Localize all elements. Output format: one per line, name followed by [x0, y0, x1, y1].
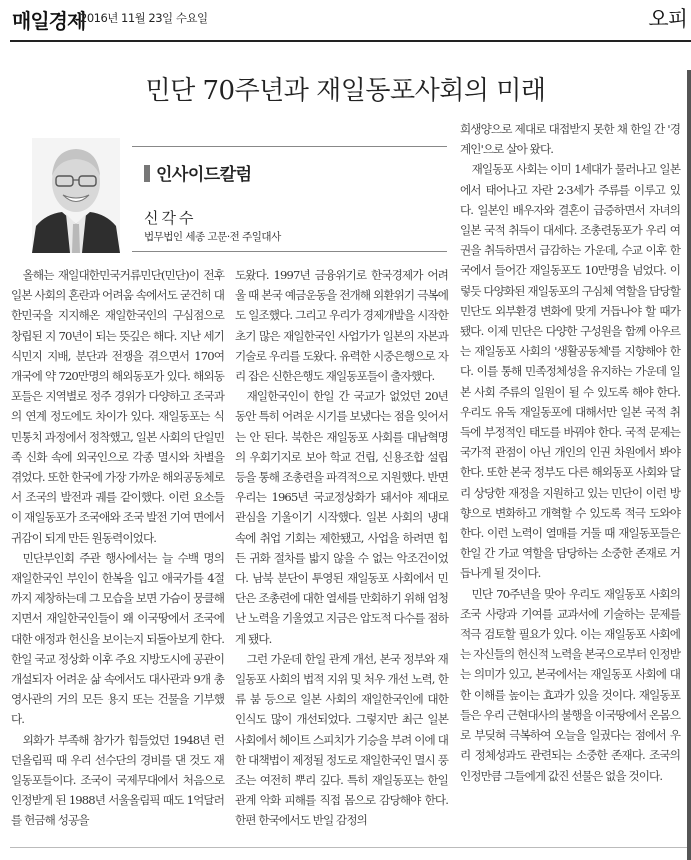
paragraph: 도왔다. 1997년 금융위기로 한국경제가 어려울 때 본국 예금운동을 전개해 외환위기 극복에도 일조했다. 그리고 우리가 경제개발을 시작한 초기 많은 재일한국인 사업가가 일본의 자본과 기술로 우리를 도왔다. 유력한 시중은행으로 자리 잡은 신한은행도 재일동포들이 출자했다.: [235, 268, 448, 384]
column-header-top-rule: [132, 146, 447, 147]
paragraph: 외화가 부족해 참가가 힘들었던 1948년 런던올림픽 때 우리 선수단의 경비를 댄 것도 재일동포들이다. 조국이 국제무대에서 처음으로 인정받게 된 1988년 서울올림픽 때도 1억달러를 헌금해 성공을: [11, 732, 224, 828]
author-name: 신각수: [144, 209, 197, 227]
paragraph: 민단부인회 주관 행사에서는 늘 수백 명의 재일한국인 부인이 한복을 입고 애국가를 4절까지 제창하는데 그 모습을 보면 가슴이 뭉클해지면서 재일한국인들이 왜 이국땅에서 조국에 대한 애정과 헌신을 보이는지 되돌아보게 한다. 한일 국교 정상화 이후 주요 지방도시에 공관이 개설되자 어려운 삶 속에서도 대사관과 9개 총영사관의 거의 모든 용지 또는 건물을 기부했다.: [11, 550, 224, 727]
label-bar-icon: [144, 165, 150, 182]
portrait-icon: [32, 138, 120, 253]
section-label: 오피: [648, 7, 687, 31]
column-header-bottom-rule: [132, 251, 447, 252]
paragraph: 올해는 재일대한민국거류민단(민단)이 전후 일본 사회의 혼란과 어려움 속에서도 굳건히 대한민국을 지지해온 재일한국인의 구심점으로 창립된 지 70년이 되는 뜻깊은 해다. 지난 세기 식민지 지배, 분단과 전쟁을 겪으면서 170여 개국에 약 720만명의 해외동포가 있다. 해외동포들은 지역별로 정주 경위가 다양하고 조국과의 연계 정도에도 차이가 있다. 재일동포는 식민통치 과정에서 정착했고, 일본 사회의 단일민족 신화 속에 외국인으로 각종 멸시와 차별을 겪었다. 또한 한국에 가장 가까운 해외공동체로서 조국의 발전과 궤를 같이했다. 이런 요소들이 재일동포가 조국애와 조국 발전 기여 면에서 귀감이 되게 만든 원동력이었다.: [11, 268, 224, 545]
paragraph: 민단 70주년을 맞아 우리도 재일동포 사회의 조국 사랑과 기여를 교과서에 기술하는 문제를 적극 검토할 필요가 있다. 이는 재일동포 사회에는 자신들의 헌신적 노력을 본국으로부터 인정받는 의미가 있고, 본국에서는 재일동포 사회에 대한 이해를 높이는 효과가 있을 것이다. 재일동포들은 우리 근현대사의 불행을 이국땅에서 온몸으로 부딪혀 극복하여 오늘을 일궜다는 점에서 우리 정체성과도 관련되는 소중한 존재다. 조국의 인정만큼 그들에게 값진 선물은 없을 것이다.: [460, 586, 680, 783]
article-column-2: [235, 265, 448, 831]
masthead: [0, 0, 691, 38]
column-label-text: 인사이드칼럼: [156, 165, 252, 185]
article-column-1: [11, 265, 224, 831]
author-photo: [32, 138, 120, 253]
article-headline: 민단 70주년과 재일동포사회의 미래: [145, 76, 546, 106]
author-affiliation: 법무법인 세종 고문·전 주일대사: [144, 231, 281, 243]
bottom-rule: [10, 847, 687, 848]
paragraph: 그런 가운데 한일 관계 개선, 본국 정부와 재일동포 사회의 법적 지위 및 처우 개선 노력, 한류 붐 등으로 일본 사회의 재일한국인에 대한 인식도 많이 개선되었다. 그렇지만 최근 일본 사회에서 헤이트 스피치가 기승을 부려 이에 대한 대책법이 제정될 정도로 재일한국인 멸시 풍조는 여전히 뿌리 깊다. 특히 재일동포는 한일 관계 악화 피해를 직접 몸으로 감당해야 한다. 한편 한국에서도 반일 감정의: [235, 651, 448, 828]
article-column-3: [460, 119, 680, 786]
paragraph: 재일한국인이 한일 간 국교가 없었던 20년 동안 특히 어려운 시기를 보냈다는 점을 잊어서는 안 된다. 북한은 재일동포 사회를 대남혁명의 우회기지로 보아 학교 건립, 신용조합 설립 등을 통해 조총련을 파격적으로 지원했다. 반면 우리는 1965년 국교정상화가 돼서야 제대로 관심을 기울이기 시작했다. 일본 사회의 냉대 속에 취업 기회는 제한됐고, 사업을 하려면 힘든 귀화 절차를 밟지 않을 수 없는 악조건이었다. 남북 분단이 투영된 재일동포 사회에서 민단은 조총련에 대한 열세를 만회하기 위해 엄청난 노력을 기울였고 지금은 압도적 다수를 점하게 됐다.: [235, 389, 448, 646]
newspaper-logo: 매일경제: [12, 9, 86, 33]
publication-date: 2016년 11월 23일 수요일: [80, 11, 208, 25]
column-label: [144, 160, 252, 185]
masthead-rule: [10, 40, 691, 42]
page-edge: [687, 70, 691, 860]
column-header: [132, 146, 447, 252]
paragraph: 희생양으로 제대로 대접받지 못한 채 한일 간 '경계인'으로 살아 왔다.: [460, 122, 680, 157]
paragraph: 재일동포 사회는 이미 1세대가 물러나고 일본에서 태어나고 자란 2·3세가 주류를 이루고 있다. 일본인 배우자와 결혼이 급증하면서 자녀의 일본 국적 취득이 대세다. 조총련동포가 우리 여권을 취득하면서 급감하는 가운데, 수교 이후 한국에서 들어간 재일동포도 10만명을 넘었다. 이렇듯 다양화된 재일동포의 구심체 역할을 담당할 민단도 외부환경 변화에 맞게 거듭나야 할 때가 됐다. 이제 민단은 다양한 구성원을 함께 아우르는 재일동포 사회의 '생활공동체'를 지향해야 한다. 이를 통해 민족정체성을 유지하는 가운데 일본 사회 주류의 일원이 될 수 있도록 해야 한다. 우리도 유독 재일동포에 대해서만 일본 국적 취득에 부정적인 태도를 바꿔야 한다. 국적 문제는 국가적 관점이 아닌 개인의 인권 차원에서 봐야 한다. 또한 본국 정부도 다른 해외동포 사회와 달리 상당한 재정을 지원하고 있는 민단이 이런 방향으로 변화하고 개혁할 수 있도록 적극 도와야 한다. 이런 노력이 열매를 거둘 때 재일동포들은 한일 간 가교 역할을 담당하는 소중한 존재로 거듭나게 될 것이다.: [460, 162, 680, 581]
